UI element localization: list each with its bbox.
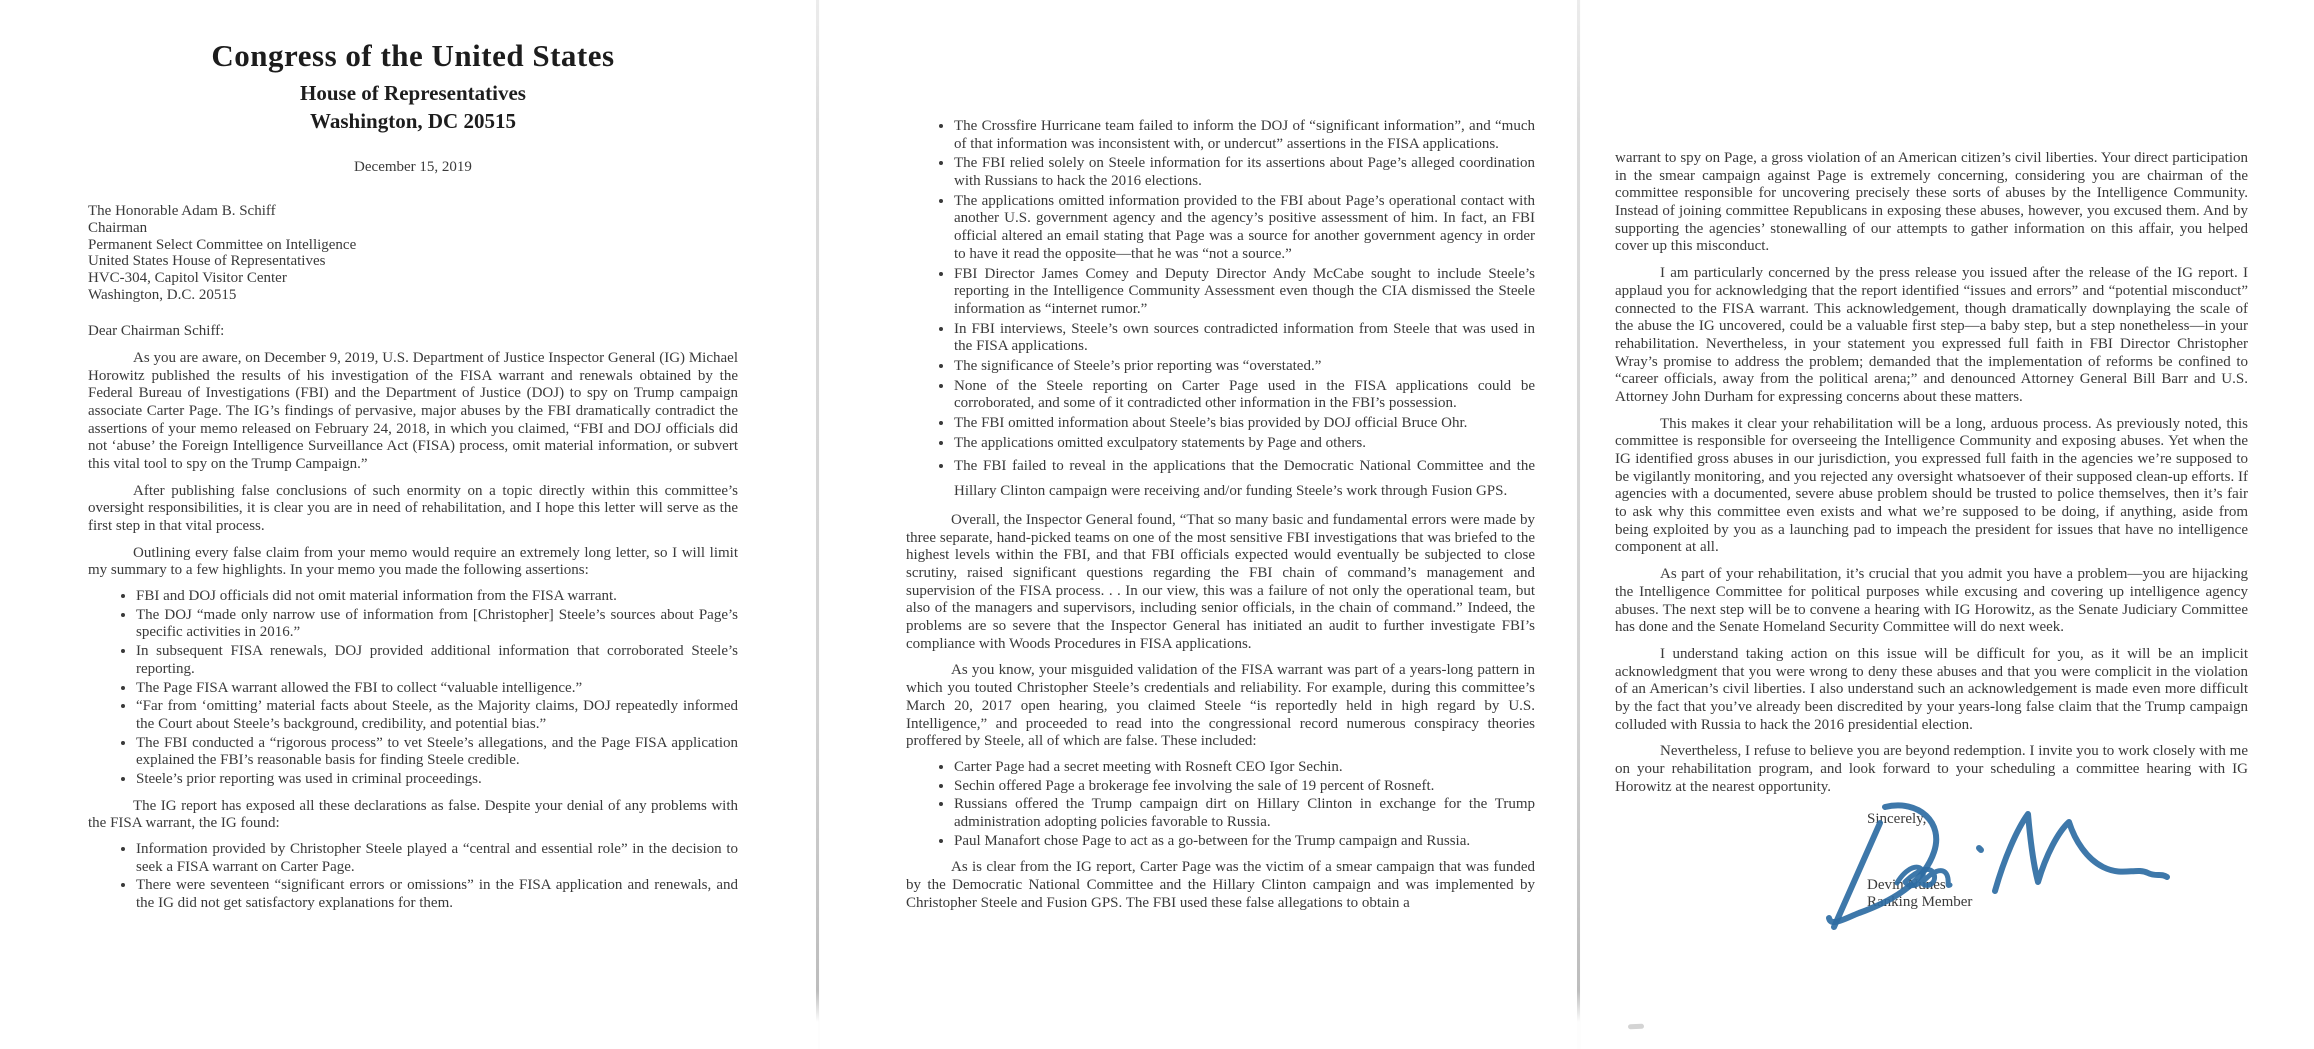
ig-finding-bullet-item: • There were seventeen “significant errors or omissions” in the FISA application and renewals, and the IG did not get satisfactory explanations for them. [136,877,738,912]
body-paragraph: After publishing false conclusions of such enormity on a topic directly within this committee’s oversight responsibilities, it is clear you are in need of rehabilitation, and I hope this letter will serve as the first step in that vital process. [88,482,738,535]
conspiracy-claims-list [906,759,1535,850]
ig-finding-bullet-item: • In FBI interviews, Steele’s own sources contradicted information from Steele that was used in the FISA applications. [954,321,1535,356]
salutation: Dear Chairman Schiff: [88,323,225,340]
letterhead-line-2: House of Representatives [300,80,526,105]
assertion-bullet-item: • The Page FISA warrant allowed the FBI to collect “valuable intelligence.” [136,680,738,698]
body-paragraph: I am particularly concerned by the press release you issued after the release of the IG report. I applaud you for acknowledging that the report identified “issues and errors” and “potential misconduct” connected to the FISA warrant. This acknowledgement, though dramatically downplaying the scale of the abuse the IG uncovered, could be a valuable first step—a baby step, but a step nonetheless—in your rehabilitation. Nevertheless, in your statement you expressed full faith in FBI Director Christopher Wray’s promise to address the problem; demanded that the implementation of reforms be confined to “career officials, away from the political arena;” and denounced Attorney General Bill Barr and U.S. Attorney John Durham for expressing concerns about these matters. [1615,265,2248,405]
address-line: The Honorable Adam B. Schiff [88,203,276,220]
letter-date: December 15, 2019 [354,158,472,175]
ig-finding-bullet-item: • The FBI failed to reveal in the applications that the Democratic National Committee and the Hillary Clinton campaign were receiving and/or funding Steele’s work through Fusion GPS. [954,454,1535,503]
ig-finding-bullet-item: • The applications omitted information provided to the FBI about Page’s operational contact with another U.S. government agency and the agency’s positive assessment of him. In fact, an FBI official altered an email stating that Page was a source for another government agency in order to have it read the opposite—that he was “not a source.” [954,193,1535,264]
body-paragraph: As you know, your misguided validation of the FISA warrant was part of a years-long pattern in which you touted Christopher Steele’s credentials and reliability. For example, during this committee’s March 20, 2017 open hearing, you claimed Steele “is reportedly held in high regard by U.S. Intelligence,” and proceeded to read into the congressional record numerous conspiracy theories proffered by Steele, all of which are false. These included: [906,662,1535,750]
page-separator-1 [816,0,819,1022]
body-paragraph: Outlining every false claim from your memo would require an extremely long letter, so I will limit my summary to a few highlights. In your memo you made the following assertions: [88,544,738,579]
letter-page-1 [0,0,818,1049]
conspiracy-claim-bullet-item: • Sechin offered Page a brokerage fee involving the sale of 19 percent of Rosneft. [954,778,1535,796]
signature-block [1867,811,2267,911]
address-line: Chairman [88,219,148,236]
assertion-bullet-item: • FBI and DOJ officials did not omit material information from the FISA warrant. [136,588,738,606]
signer-name: Devin Nunes [1867,877,1946,894]
page2-paragraphs [906,512,1535,751]
ig-findings-list-continued [906,118,1535,503]
page2-closing-paragraph: As is clear from the IG report, Carter Page was the victim of a smear campaign that was funded by the Democratic National Committee and the Hillary Clinton campaign and was implemented by Christopher Steele and Fusion GPS. The FBI used these false allegations to obtain a [906,859,1535,911]
address-line: Washington, D.C. 20515 [88,286,237,303]
page-separator-2 [1577,0,1580,1022]
assertion-bullet-item: • Steele’s prior reporting was used in criminal proceedings. [136,771,738,789]
ig-finding-bullet-item: • Information provided by Christopher Steele played a “central and essential role” in the decision to seek a FISA warrant on Carter Page. [136,841,738,876]
body-paragraph: I understand taking action on this issue will be difficult for you, as it will be an implicit acknowledgment that you were wrong to deny these abuses and that you were complicit in the violation of an American’s civil liberties. I also understand such an acknowledgement is made even more difficult by the fact that you’ve already been discredited by your years-long false claim that the Trump campaign colluded with Russia to hack the 2016 presidential election. [1615,645,2248,733]
ig-finding-bullet-item: • FBI Director James Comey and Deputy Director Andy McCabe sought to include Steele’s reporting in the Intelligence Community Assessment even though the CIA dismissed the Steele information as “internet rumor.” [954,266,1535,319]
valediction: Sincerely, [1867,811,1927,828]
body-paragraph: Nevertheless, I refuse to believe you are beyond redemption. I invite you to work closely with me on your rehabilitation program, and look forward to your scheduling a committee hearing with IG Horowitz at the nearest opportunity. [1615,743,2248,795]
letterhead [88,40,738,132]
assertion-bullet-item: • The FBI conducted a “rigorous process” to vet Steele’s allegations, and the Page FISA application explained the FBI’s reasonable basis for finding Steele credible. [136,735,738,770]
letterhead-line-1: Congress of the United States [211,38,615,73]
signer-title: Ranking Member [1867,894,1973,911]
assertion-bullet-item: • “Far from ‘omitting’ material facts about Steele, as the Majority claims, DOJ repeatedly informed the Court about Steele’s background, credibility, and potential bias.” [136,698,738,733]
letterhead-line-3: Washington, DC 20515 [310,108,516,133]
ig-findings-intro: The IG report has exposed all these declarations as false. Despite your denial of any problems with the FISA warrant, the IG found: [88,797,738,832]
body-paragraph: Overall, the Inspector General found, “That so many basic and fundamental errors were made by three separate, hand-picked teams on one of the most sensitive FBI investigations that was briefed to the highest levels within the FBI, and that FBI officials expected would eventually be subjected to close scrutiny, raised significant questions regarding the FBI chain of command’s management and supervision of the FISA process. . . In our view, this was a failure of not only the operational team, but also of the managers and supervisors, including senior officials, in the chain of command.” Indeed, the problems are so severe that the Inspector General has initiated an audit to further investigate FBI’s compliance with Woods Procedures in FISA applications. [906,511,1535,652]
assertion-bullet-item: • The DOJ “made only narrow use of information from [Christopher] Steele’s sources about Page’s specific activities in 2016.” [136,607,738,642]
conspiracy-claim-bullet-item: • Carter Page had a secret meeting with Rosneft CEO Igor Sechin. [954,759,1535,777]
ig-finding-bullet-item: • The significance of Steele’s prior reporting was “overstated.” [954,358,1535,376]
ig-finding-bullet-item: • The applications omitted exculpatory statements by Page and others. [954,435,1535,453]
letter-page-3 [1581,0,2314,1049]
letter-page-2 [820,0,1577,1049]
address-line: Permanent Select Committee on Intelligence [88,236,357,253]
page1-paragraphs [88,350,738,580]
assertions-list [88,588,738,789]
page-edge-smudge [1628,1024,1644,1030]
page3-paragraphs [1615,150,2248,796]
address-line: HVC-304, Capitol Visitor Center [88,269,287,286]
ig-finding-bullet-item: • The FBI omitted information about Steele’s bias provided by DOJ official Bruce Ohr. [954,415,1535,433]
conspiracy-claim-bullet-item: • Paul Manafort chose Page to act as a go-between for the Trump campaign and Russia. [954,833,1535,851]
body-paragraph: As part of your rehabilitation, it’s crucial that you admit you have a problem—you are hijacking the Intelligence Committee for political purposes while excusing and covering up intelligence agency abuses. The next step will be to convene a hearing with IG Horowitz, as the Senate Judiciary Committee has done and the Senate Homeland Security Committee will do next week. [1615,566,2248,636]
body-paragraph: warrant to spy on Page, a gross violation of an American citizen’s civil liberties. Your direct participation in the smear campaign against Page is extremely concerning, considering you are chairman of the committee responsible for uncovering precisely these sorts of abuses by the Intelligence Community. Instead of joining committee Republicans in exposing these abuses, however, you excused them. And by supporting the agencies’ stonewalling of our attempts to gather information on this affair, you helped cover up this misconduct. [1615,150,2248,255]
recipient-address [88,203,738,303]
ig-findings-list [88,841,738,913]
ig-finding-bullet-item: • The FBI relied solely on Steele information for its assertions about Page’s alleged coordination with Russians to hack the 2016 elections. [954,155,1535,190]
assertion-bullet-item: • In subsequent FISA renewals, DOJ provided additional information that corroborated Steele’s reporting. [136,643,738,678]
body-paragraph: As you are aware, on December 9, 2019, U.S. Department of Justice Inspector General (IG) Michael Horowitz published the results of his investigation of the FISA warrant and renewals obtained by the Federal Bureau of Investigations (FBI) and the Department of Justice (DOJ) to spy on Trump campaign associate Carter Page. The IG’s findings of pervasive, major abuses by the FBI dramatically contradict the assertions of your memo released on February 24, 2018, in which you claimed, “FBI and DOJ officials did not ‘abuse’ the Foreign Intelligence Surveillance Act (FISA) process, omit material information, or subvert this vital tool to spy on the Trump Campaign.” [88,349,738,472]
ig-finding-bullet-item: • None of the Steele reporting on Carter Page used in the FISA applications could be corroborated, and some of it contradicted other information in the FBI’s possession. [954,378,1535,413]
conspiracy-claim-bullet-item: • Russians offered the Trump campaign dirt on Hillary Clinton in exchange for the Trump administration adopting policies favorable to Russia. [954,796,1535,831]
body-paragraph: This makes it clear your rehabilitation will be a long, arduous process. As previously noted, this committee is responsible for overseeing the Intelligence Community and exposing abuses. Yet when the IG identified gross abuses in our jurisdiction, you expressed full faith in the agencies we’re supposed to be vigilantly monitoring, and you rejected any oversight whatsoever of their supposed clean-up efforts. If agencies with a documented, severe abuse problem should be trusted to police themselves, then it’s fair to ask why this committee even exists and what we’re supposed to be doing, if anything, aside from being exploited by you as a launching pad to impeach the president for issues that have no intelligence component at all. [1615,415,2248,556]
address-line: United States House of Representatives [88,253,326,270]
ig-finding-bullet-item: • The Crossfire Hurricane team failed to inform the DOJ of “significant information”, and “much of that information was inconsistent with, or undercut” assertions in the FISA applications. [954,118,1535,153]
